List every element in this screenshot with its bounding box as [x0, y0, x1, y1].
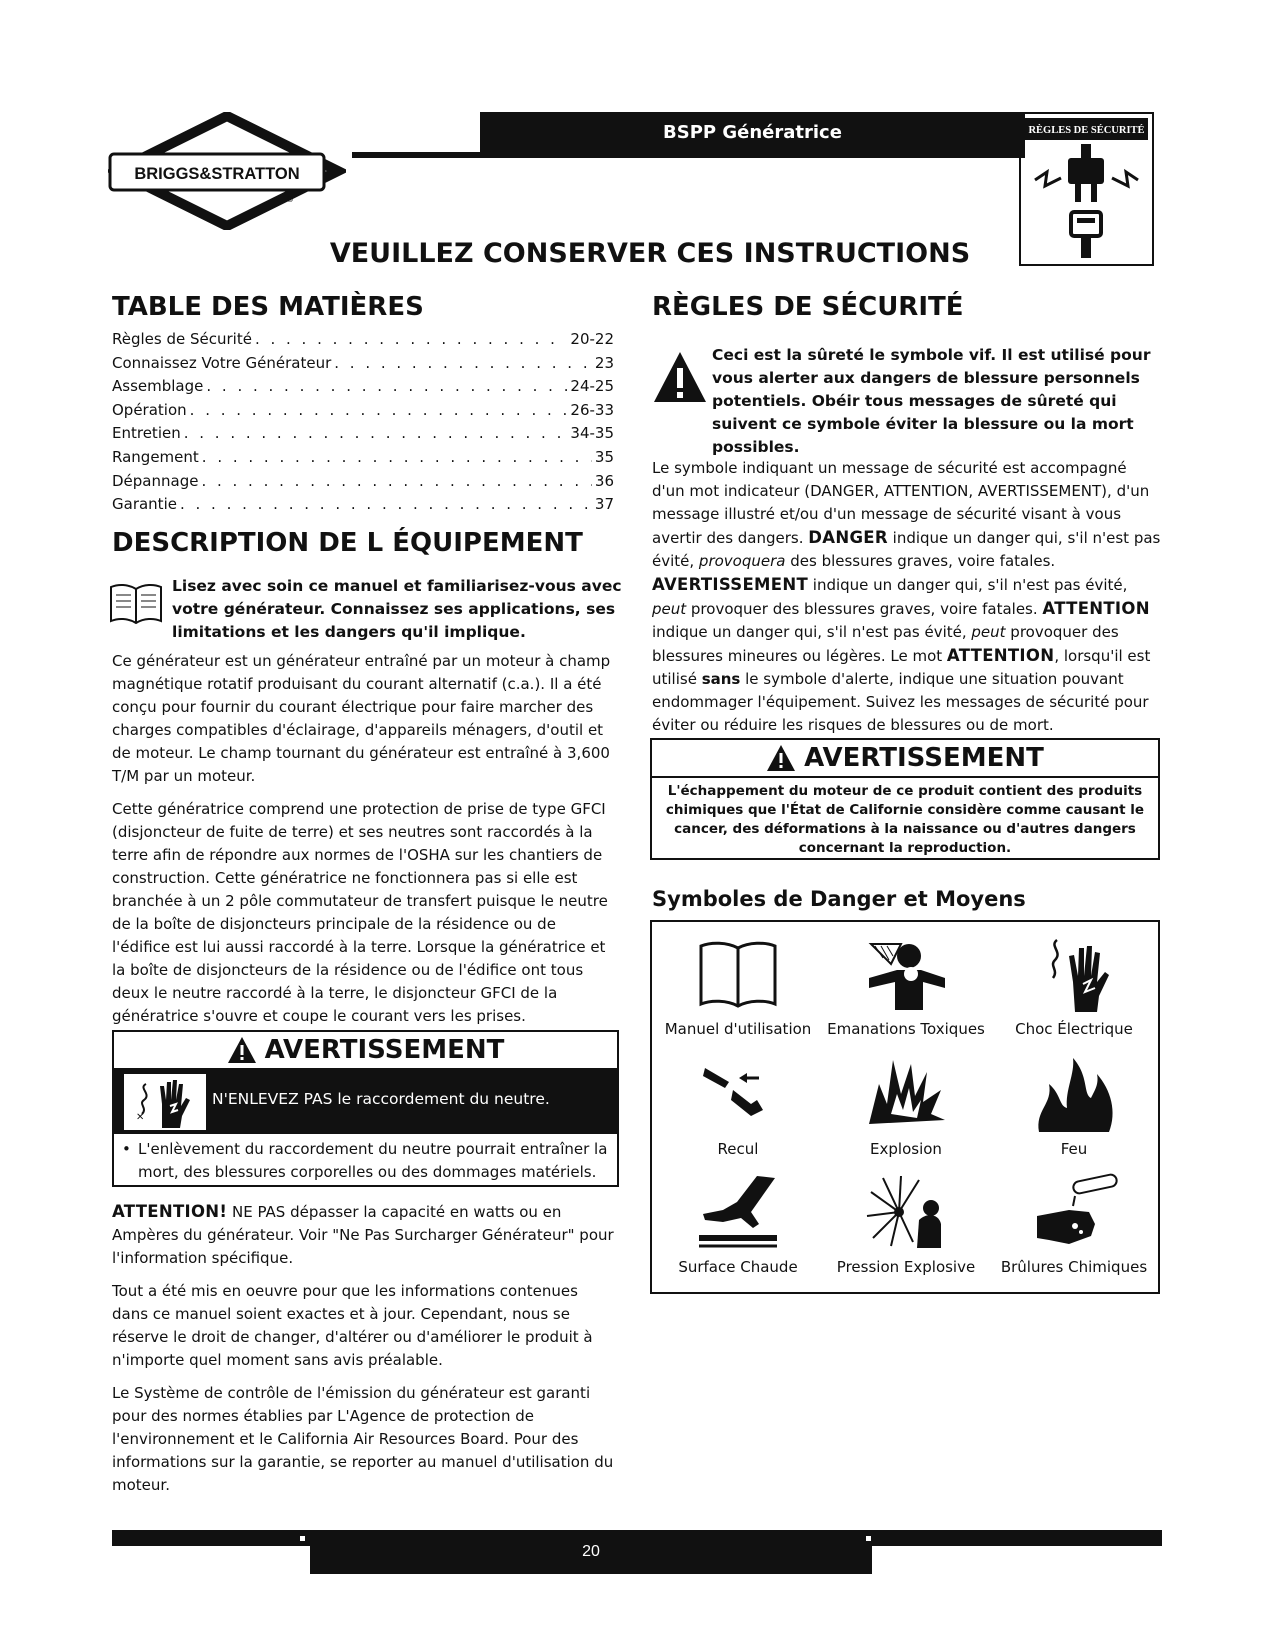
warning-bullet: • L'enlèvement du raccordement du neutre pourrait entraîner la mort, des blessures corporelles ou des dommages matériels.	[122, 1138, 611, 1184]
symbols-heading: Symboles de Danger et Moyens	[652, 887, 1026, 911]
open-book-icon	[108, 581, 164, 627]
california-warning-box	[650, 738, 1160, 860]
fire-icon	[1029, 1054, 1119, 1134]
signal-word-explanation: Le symbole indiquant un message de sécurité est accompagné d'un mot indicateur (DANGER, ATTENTION, AVERTISSEMENT), d'un message illustré et/ou d'un message de sécurité visant à vous avertir des dangers. DANGER indique un danger qui, s'il n'est pas évité, provoquera des blessures graves, voire fatales. AVERTISSEMENT indique un danger qui, s'il n'est pas évité, peut provoquer des blessures graves, voire fatales. ATTENTION indique un danger qui, s'il n'est pas évité, peut provoquer des blessures mineures ou légères. Le mot ATTENTION, lorsqu'il est utilisé sans le symbole d'alerte, indique une situation pouvant endommager l'équipement. Suivez les messages de sécurité pour éviter ou réduire les risques de blessures ou de mort.	[652, 459, 1161, 734]
symbol-fire: Feu	[990, 1054, 1158, 1158]
svg-text:✕: ✕	[136, 1112, 145, 1123]
description-paragraph: Cette génératrice comprend une protection de prise de type GFCI (disjoncteur de fuite de terre) et ses neutres sont raccordés à la terre afin de répondre aux normes de l'OSHA sur les chantiers de construction. Cette génératrice ne fonctionnera pas si elle est branchée à un 2 pôle commutateur de transfert puisque le neutre de la boîte de disjoncteurs principale de la résidence ou de l'édifice est lui aussi raccordé à la terre. Lorsque la génératrice et la boîte de disjoncteurs de la résidence ou de l'édifice ont tous deux le neutre raccordé à la terre, le disjoncteur GFCI de la génératrice s'ouvre et coupe le courant vers les prises.	[112, 800, 608, 1025]
warning-message-bar	[114, 1068, 617, 1134]
description-paragraph: Ce générateur est un générateur entraîné par un moteur à champ magnétique rotatif produisant du courant alternatif (c.a.). Il a été conçu pour fournir du courant électrique pour faire marcher des charges compatibles d'éclairage, d'appareils ménagers, d'outil et de moteur. Le champ tournant du générateur est entraîné à 3,600 T/M par un moteur.	[112, 652, 611, 785]
badge-label: RÈGLES DE SÉCURITÉ	[1028, 125, 1145, 136]
symbol-explosive-pressure: Pression Explosive	[822, 1172, 990, 1276]
electric-shock-hand-icon	[124, 1074, 206, 1130]
electric-shock-icon	[1029, 934, 1119, 1014]
neutral-warning-box	[112, 1030, 619, 1187]
warning-header	[114, 1032, 617, 1068]
toc-entry[interactable]: Rangement . . . 35	[112, 446, 614, 470]
table-of-contents	[112, 328, 614, 517]
safety-rules-heading: RÈGLES DE SÉCURITÉ	[652, 292, 964, 322]
toc-entry[interactable]: Dépannage . . . 36	[112, 470, 614, 494]
toc-entry[interactable]: Règles de Sécurité . . . 20-22	[112, 328, 614, 352]
brand-logotype: BRIGGS&STRATTON	[134, 165, 300, 183]
chemical-burn-icon	[1029, 1172, 1119, 1252]
plug-icon	[1035, 144, 1138, 258]
safety-alert-icon	[652, 350, 708, 406]
page-number: 20	[582, 1543, 600, 1560]
warning-triangle-icon	[227, 1036, 257, 1064]
toc-entry[interactable]: Garantie . . . 37	[112, 493, 614, 517]
svg-text:®: ®	[286, 195, 294, 204]
briggs-stratton-logo	[108, 112, 346, 230]
california-warning-text: L'échappement du moteur de ce produit contient des produits chimiques que l'État de Californie considère comme causant le cancer, des déformations à la naissance ou d'autres dangers concernant la reproduction.	[665, 783, 1145, 856]
description-body	[112, 650, 618, 1038]
attention-text: NE PAS dépasser la capacité en watts ou en Ampères du générateur. Voir "Ne Pas Surcharger Générateur" pour l'information spécifique.	[112, 1203, 614, 1267]
description-heading: DESCRIPTION DE L ÉQUIPEMENT	[112, 528, 583, 558]
safety-rules-badge	[1019, 112, 1154, 266]
symbol-manual: Manuel d'utilisation	[654, 934, 822, 1038]
explosive-pressure-icon	[861, 1172, 951, 1252]
toc-entry[interactable]: Opération . . . 26-33	[112, 399, 614, 423]
symbol-explosion: Explosion	[822, 1054, 990, 1158]
explosion-icon	[861, 1054, 951, 1134]
warning-message: N'ENLEVEZ PAS le raccordement du neutre.	[212, 1090, 550, 1108]
description-body-continued	[112, 1200, 618, 1507]
warning-header	[652, 740, 1158, 778]
header-title: BSPP Génératrice	[663, 122, 842, 143]
hot-surface-icon	[693, 1172, 783, 1252]
warning-heading: AVERTISSEMENT	[264, 1035, 505, 1065]
toc-entry[interactable]: Assemblage . . . 24-25	[112, 375, 614, 399]
symbol-chemical-burns: Brûlures Chimiques	[990, 1172, 1158, 1276]
toc-heading: TABLE DES MATIÈRES	[112, 292, 424, 322]
page-footer-bar	[112, 1530, 1162, 1574]
page-title: VEUILLEZ CONSERVER CES INSTRUCTIONS	[329, 238, 971, 269]
symbol-toxic-fumes: Emanations Toxiques	[822, 934, 990, 1038]
kickback-icon	[693, 1054, 783, 1134]
hazard-symbols-grid	[650, 920, 1160, 1294]
manual-note-text: Lisez avec soin ce manuel et familiarisez-vous avec votre générateur. Connaissez ses applications, ses limitations et les dangers qu'il implique.	[172, 577, 622, 641]
manual-icon	[693, 934, 783, 1014]
toc-entry[interactable]: Entretien . . . 34-35	[112, 422, 614, 446]
description-paragraph: Tout a été mis en oeuvre pour que les informations contenues dans ce manuel soient exactes et à jour. Cependant, nous se réserve le droit de changer, d'altérer ou d'améliorer le produit à n'importe quel moment sans avis préalable.	[112, 1282, 593, 1369]
symbol-kickback: Recul	[654, 1054, 822, 1158]
toc-entry[interactable]: Connaissez Votre Générateur . . . 23	[112, 352, 614, 376]
toxic-fumes-icon	[861, 934, 951, 1014]
attention-keyword: ATTENTION!	[112, 1202, 228, 1221]
safety-alert-text: Ceci est la sûreté le symbole vif. Il est utilisé pour vous alerter aux dangers de blessure personnels potentiels. Obéir tous messages de sûreté qui suivent ce symbole éviter la blessure ou la mort possibles.	[712, 346, 1151, 456]
warning-heading: AVERTISSEMENT	[804, 743, 1044, 773]
header-bar	[480, 112, 1025, 158]
description-paragraph: Le Système de contrôle de l'émission du générateur est garanti pour des normes établies par L'Agence de protection de l'environnement et le California Air Resources Board. Pour des informations sur la garantie, se reporter au manuel d'utilisation du moteur.	[112, 1384, 614, 1494]
warning-triangle-icon	[766, 744, 796, 772]
symbol-hot-surface: Surface Chaude	[654, 1172, 822, 1276]
symbol-electric-shock: Choc Électrique	[990, 934, 1158, 1038]
